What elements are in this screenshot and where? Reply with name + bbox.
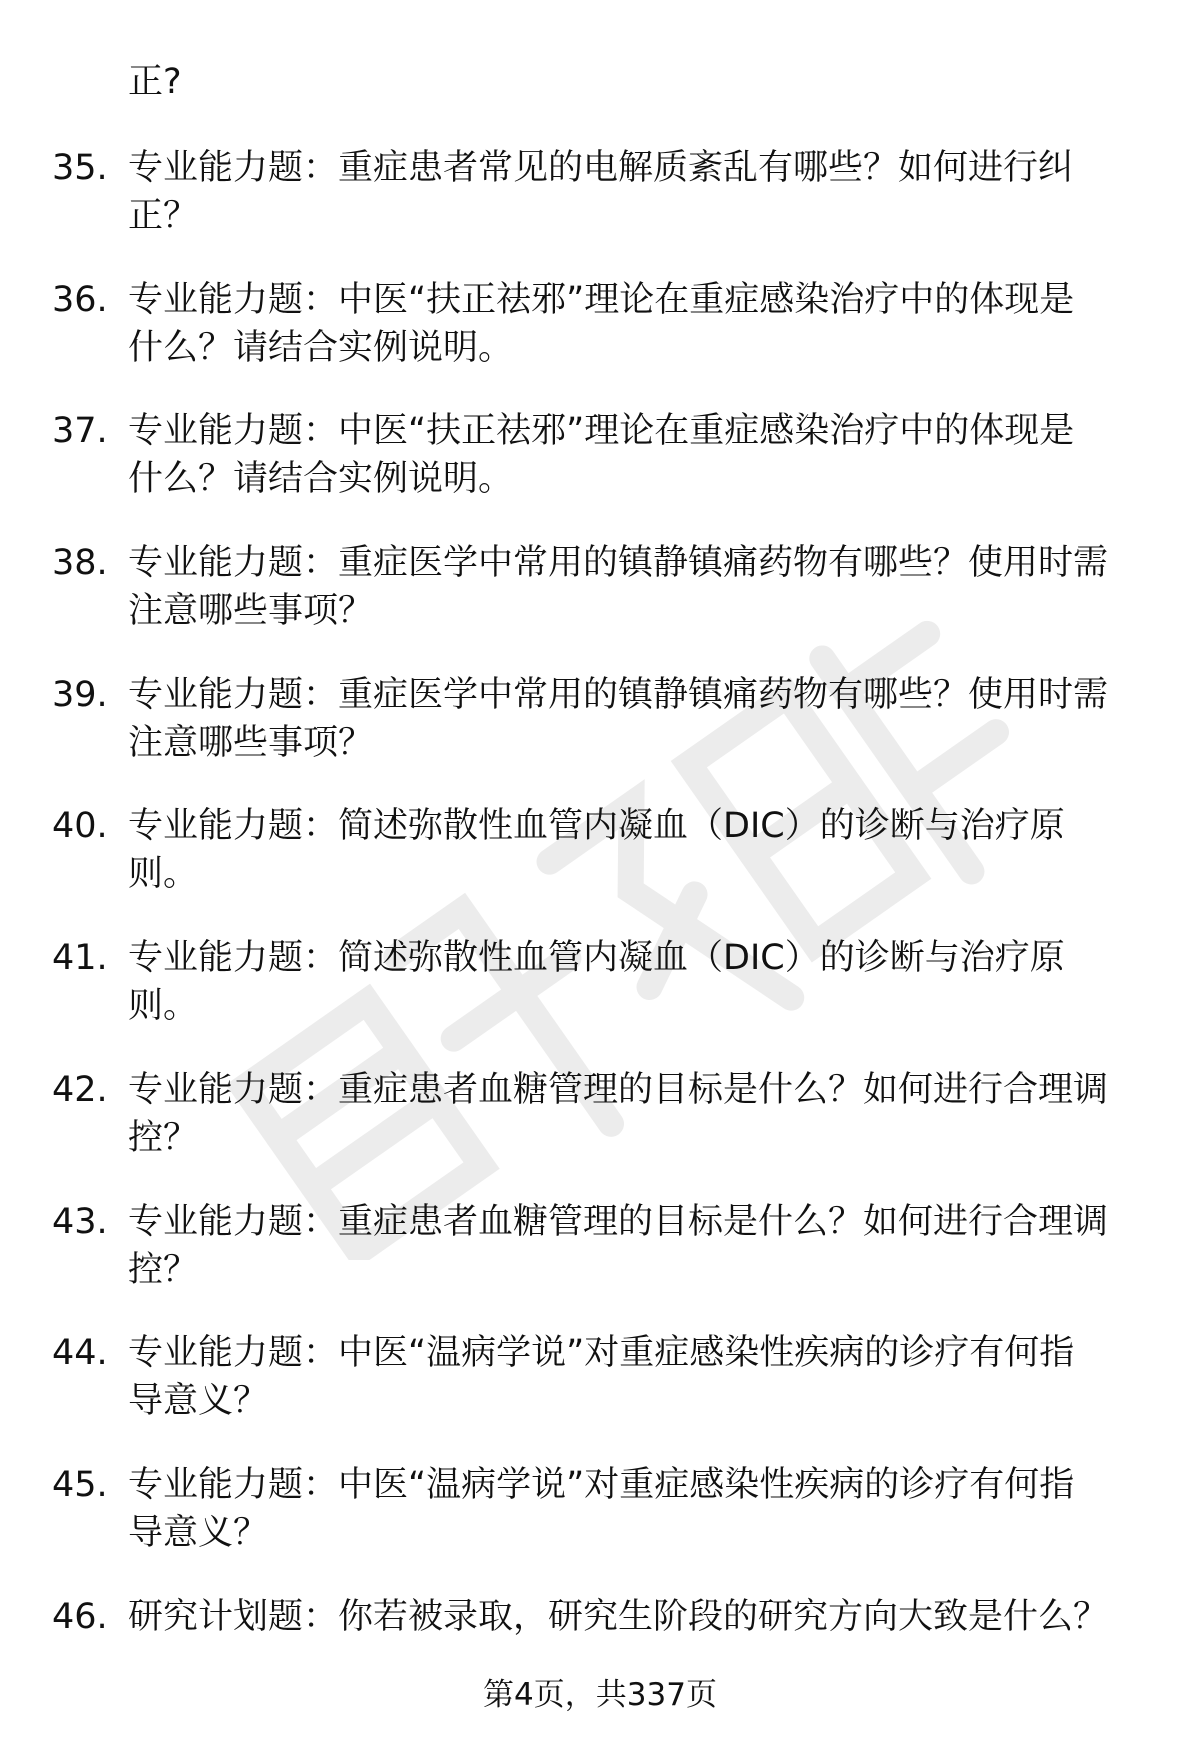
question-text-line-2: 导意义？ (128, 1512, 269, 1553)
question-number: 42. (52, 1069, 108, 1110)
question-text-line-1: 专业能力题：中医“扶正祛邪”理论在重症感染治疗中的体现是 (128, 279, 1075, 320)
question-text-line-1: 专业能力题：重症患者常见的电解质紊乱有哪些？如何进行纠 (128, 148, 1074, 188)
question-item (0, 1200, 1200, 1332)
question-item (0, 1463, 1200, 1595)
question-text-line-1: 专业能力题：重症医学中常用的镇静镇痛药物有哪些？使用时需 (128, 674, 1109, 715)
question-text-line-2: 注意哪些事项？ (128, 722, 374, 763)
question-text-line-2: 则。 (128, 986, 199, 1027)
question-text-line-2: 导意义？ (128, 1381, 269, 1422)
question-number: 36. (52, 279, 108, 320)
question-item (0, 1068, 1200, 1200)
question-number: 37. (52, 411, 108, 452)
question-item (0, 409, 1200, 541)
question-number: 38. (52, 543, 108, 584)
question-item (0, 146, 1200, 278)
question-number: 44. (52, 1333, 108, 1374)
question-item (0, 278, 1200, 410)
question-text-line-2: 正？ (128, 196, 199, 236)
question-number: 45. (52, 1464, 108, 1505)
question-text-line-1: 专业能力题：重症患者血糖管理的目标是什么？如何进行合理调 (128, 1201, 1109, 1242)
question-text-line-1: 专业能力题：重症医学中常用的镇静镇痛药物有哪些？使用时需 (128, 543, 1109, 584)
question-item (0, 804, 1200, 936)
question-text-line-1: 专业能力题：中医“温病学说”对重症感染性疾病的诊疗有何指 (128, 1464, 1075, 1505)
question-number: 39. (52, 674, 108, 715)
question-text-line-2: 控？ (128, 1249, 199, 1290)
question-item (0, 541, 1200, 673)
question-item (0, 1331, 1200, 1463)
question-text-line-1: 专业能力题：简述弥散性血管内凝血（DIC）的诊断与治疗原 (128, 806, 1065, 847)
question-text-line-2: 什么？请结合实例说明。 (128, 459, 514, 500)
question-text-line-2: 什么？请结合实例说明。 (128, 327, 514, 368)
page-footer: 第4页，共337页 (483, 1677, 717, 1713)
question-text-line-2: 控？ (128, 1117, 199, 1158)
question-item (0, 673, 1200, 805)
continuation-text: 正? (128, 62, 182, 102)
question-list (0, 146, 1200, 1726)
question-text-line-2: 则。 (128, 854, 199, 895)
question-text-line-2: 注意哪些事项？ (128, 591, 374, 632)
question-text-line-1: 研究计划题：你若被录取，研究生阶段的研究方向大致是什么？ (128, 1596, 1109, 1637)
question-number: 41. (52, 938, 108, 979)
question-text-line-1: 专业能力题：中医“扶正祛邪”理论在重症感染治疗中的体现是 (128, 411, 1075, 452)
question-text-line-1: 专业能力题：简述弥散性血管内凝血（DIC）的诊断与治疗原 (128, 938, 1065, 979)
question-item (0, 936, 1200, 1068)
question-number: 40. (52, 806, 108, 847)
question-text-line-1: 专业能力题：中医“温病学说”对重症感染性疾病的诊疗有何指 (128, 1333, 1075, 1374)
question-number: 43. (52, 1201, 108, 1242)
question-text-line-1: 专业能力题：重症患者血糖管理的目标是什么？如何进行合理调 (128, 1069, 1109, 1110)
question-number: 35. (52, 148, 108, 188)
question-number: 46. (52, 1596, 108, 1637)
